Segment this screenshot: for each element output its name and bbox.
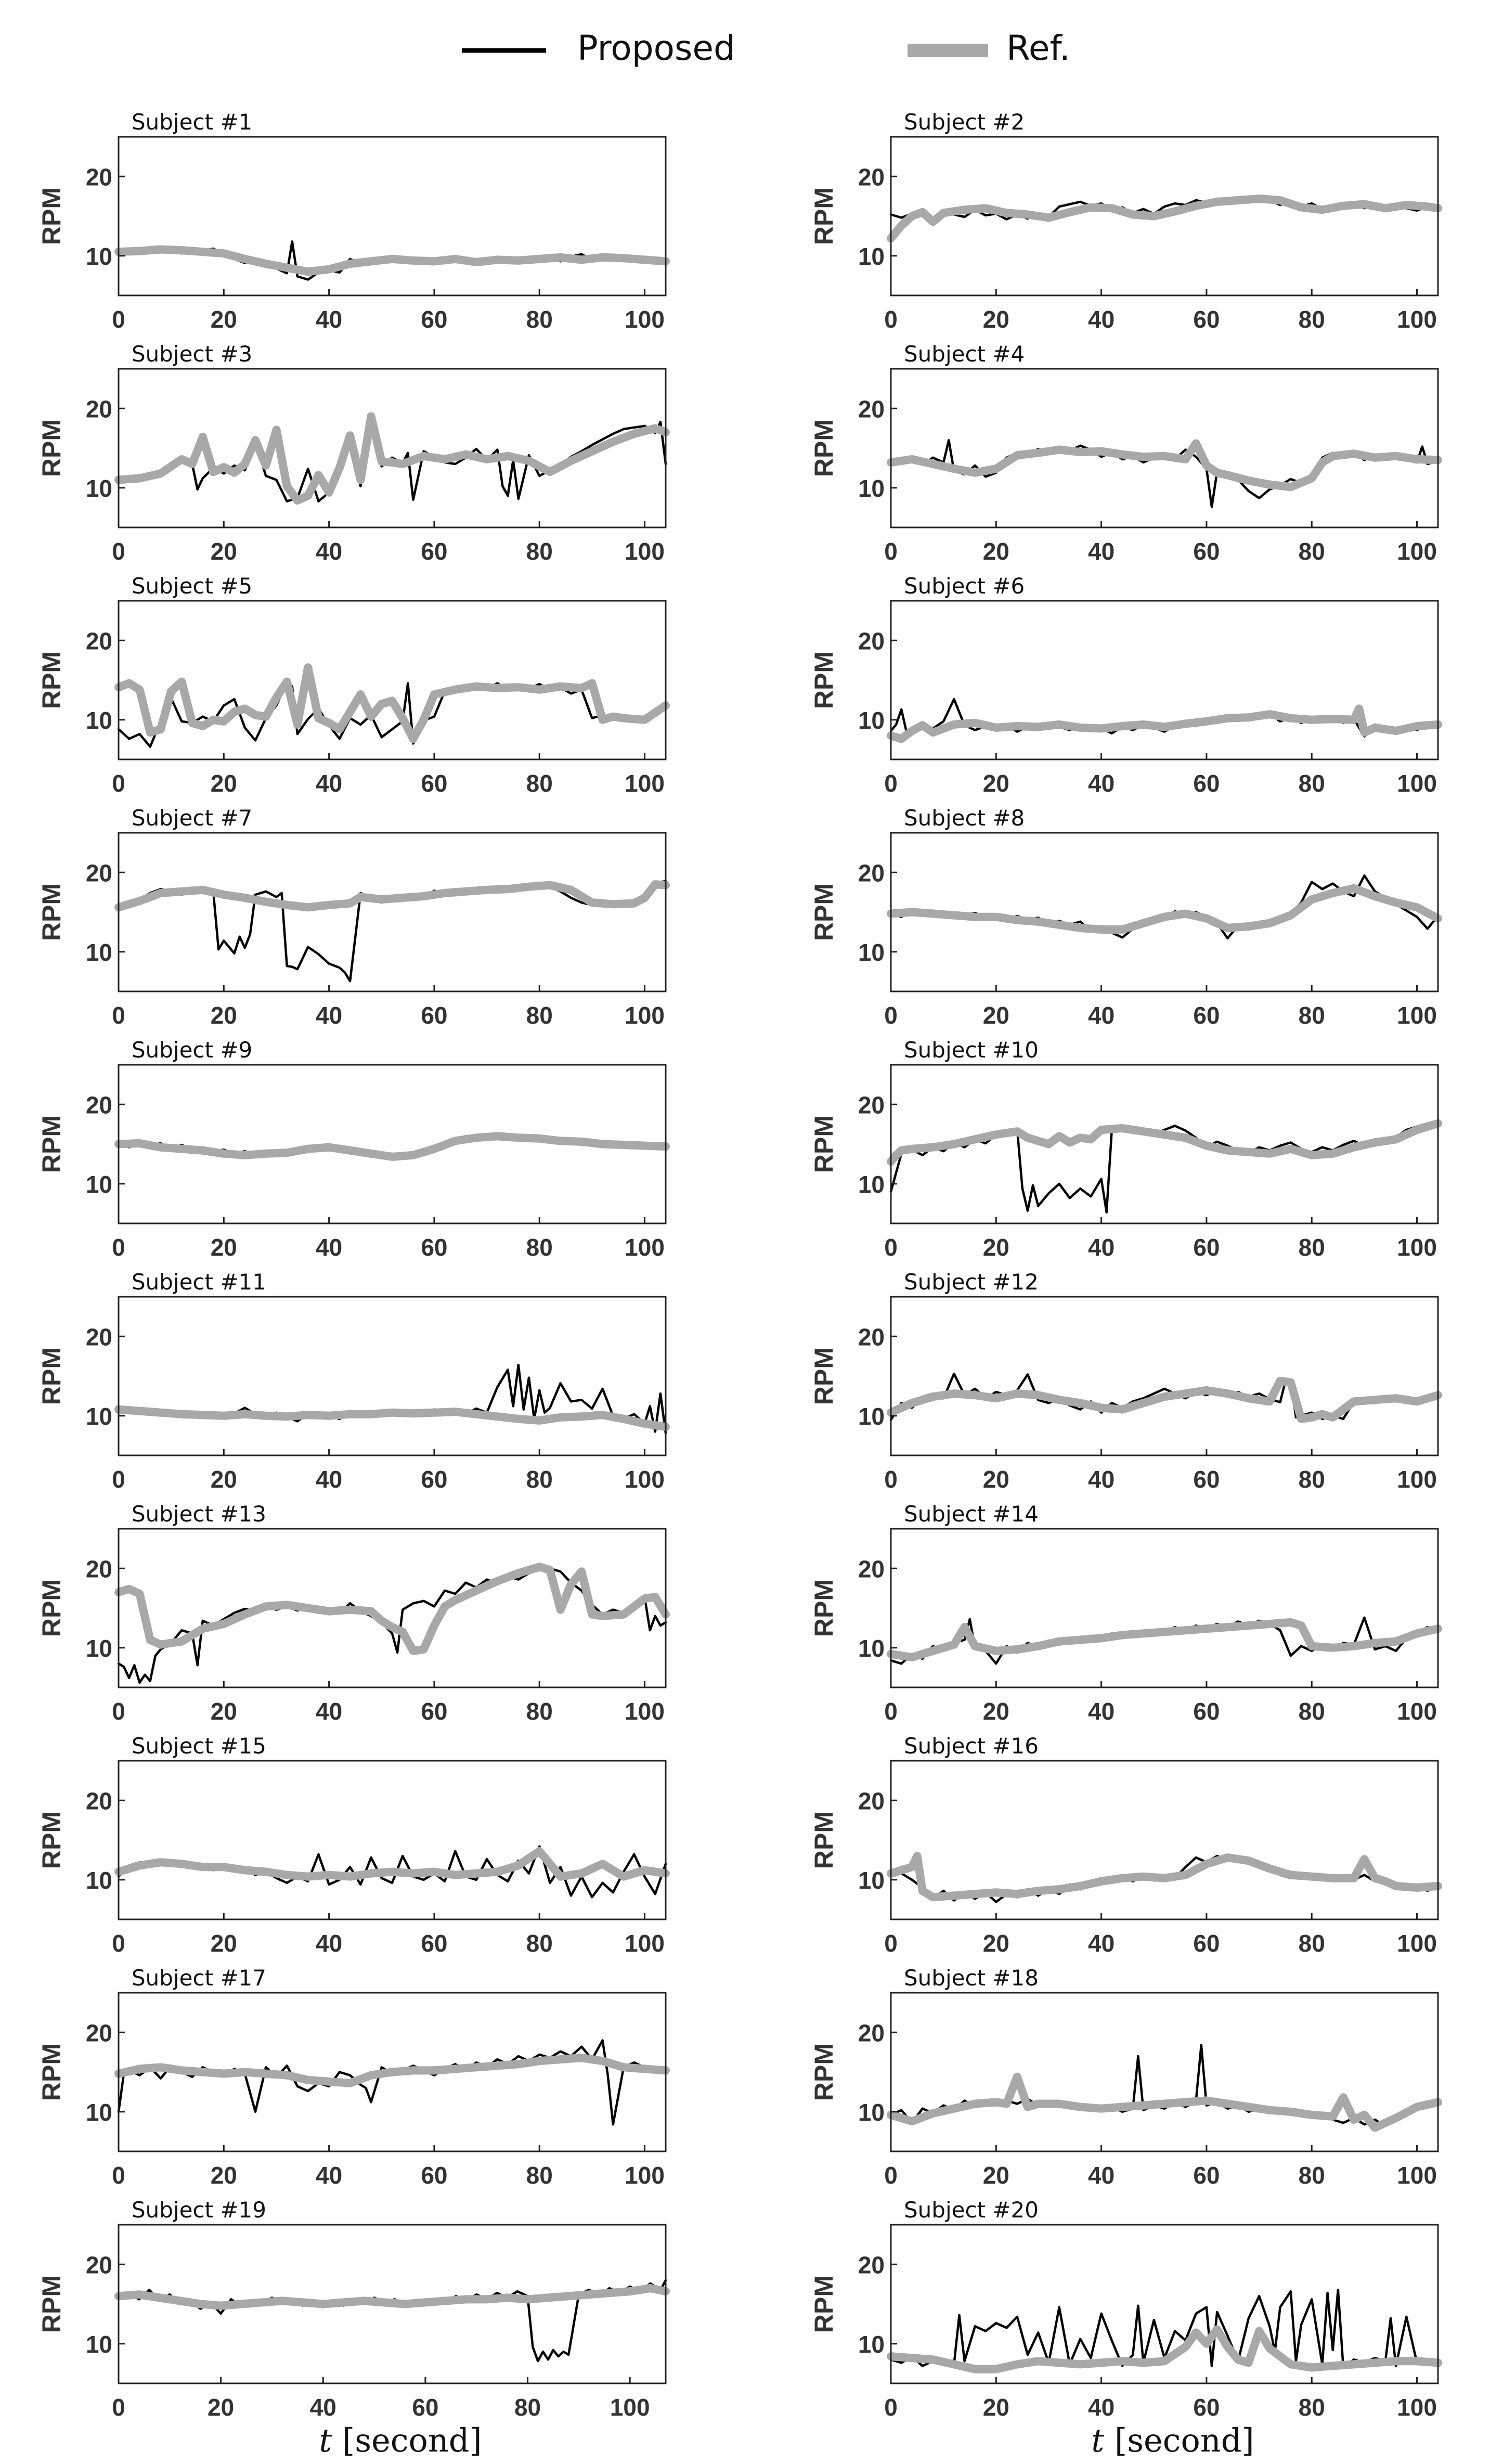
subplot-14: [809, 1501, 1438, 1725]
subplot-15-xtick-label-60: 60: [421, 1930, 448, 1957]
subplot-1-xtick-label-0: 0: [112, 306, 125, 333]
subplot-18-xtick-label-100: 100: [1397, 2162, 1437, 2189]
subplot-6-xtick-label-100: 100: [1397, 770, 1437, 797]
subplot-16-ylabel: RPM: [809, 1811, 838, 1869]
subplot-15-frame: [119, 1761, 666, 1919]
subplot-20-series-proposed: [891, 2290, 1438, 2367]
subplot-2-xtick-label-20: 20: [982, 306, 1009, 333]
subplot-14-ylabel: RPM: [809, 1579, 838, 1637]
subplot-12-series-ref: [891, 1381, 1438, 1419]
subplot-11-series-ref: [119, 1410, 666, 1427]
subplot-12-xtick-label-100: 100: [1397, 1466, 1437, 1493]
subplot-7-xtick-label-80: 80: [526, 1002, 553, 1029]
subplot-19-ytick-label-10: 10: [85, 2330, 112, 2358]
subplot-3-xtick-label-20: 20: [210, 538, 237, 565]
subplot-13-frame: [119, 1529, 666, 1687]
subplot-1: [37, 109, 666, 333]
subplot-11: [37, 1269, 666, 1493]
subplot-1-ylabel: RPM: [37, 187, 66, 246]
x-axis-label-left-unit: [second]: [332, 2421, 482, 2459]
subplot-16-ytick-label-20: 20: [858, 1787, 885, 1815]
subplot-6-ylabel: RPM: [809, 651, 838, 709]
subplot-13-xtick-label-40: 40: [316, 1698, 343, 1725]
subplot-15-xtick-label-0: 0: [112, 1930, 125, 1957]
subplot-19-title: Subject #19: [132, 2197, 266, 2223]
subplot-8-xtick-label-80: 80: [1298, 1002, 1325, 1029]
subplot-14-frame: [891, 1529, 1438, 1687]
subplot-18-title: Subject #18: [904, 1965, 1039, 1991]
subplot-18: [809, 1965, 1438, 2189]
subplot-6-xtick-label-0: 0: [884, 770, 898, 797]
subplot-7-ytick-label-10: 10: [85, 938, 112, 966]
subplot-2-ylabel: RPM: [809, 187, 838, 246]
subplot-1-ytick-label-20: 20: [85, 163, 112, 191]
subplot-6-title: Subject #6: [904, 573, 1025, 599]
subplot-2: [809, 109, 1438, 333]
subplot-5-title: Subject #5: [132, 573, 253, 599]
subplot-19-xtick-label-40: 40: [309, 2394, 336, 2421]
subplot-3-xtick-label-80: 80: [526, 538, 553, 565]
subplot-9: [37, 1037, 666, 1261]
subplot-17-xtick-label-100: 100: [625, 2162, 665, 2189]
subplot-14-xtick-label-0: 0: [884, 1698, 898, 1725]
subplot-7-ytick-label-20: 20: [85, 859, 112, 887]
subplot-1-ytick-label-10: 10: [85, 242, 112, 270]
subplot-16-xtick-label-80: 80: [1298, 1930, 1325, 1957]
subplot-5-ytick-label-10: 10: [85, 706, 112, 734]
subplot-10-xtick-label-100: 100: [1397, 1234, 1437, 1261]
subplot-1-xtick-label-80: 80: [526, 306, 553, 333]
subplot-7: [37, 805, 666, 1029]
subplot-2-xtick-label-100: 100: [1397, 306, 1437, 333]
subplot-10-xtick-label-40: 40: [1088, 1234, 1115, 1261]
subplot-3-ylabel: RPM: [37, 419, 66, 478]
subplot-20-xtick-label-0: 0: [884, 2394, 898, 2421]
subplot-13-xtick-label-60: 60: [421, 1698, 448, 1725]
subplot-12-xtick-label-40: 40: [1088, 1466, 1115, 1493]
subplot-17: [37, 1965, 666, 2189]
subplot-16-xtick-label-40: 40: [1088, 1930, 1115, 1957]
subplot-15-xtick-label-80: 80: [526, 1930, 553, 1957]
subplot-17-xtick-label-0: 0: [112, 2162, 125, 2189]
subplot-18-series-ref: [891, 2077, 1438, 2128]
subplot-5: [37, 573, 666, 797]
x-axis-label-right-unit: [second]: [1104, 2421, 1254, 2459]
subplot-13-ylabel: RPM: [37, 1579, 66, 1637]
subplot-8-ylabel: RPM: [809, 883, 838, 941]
subplot-9-title: Subject #9: [132, 1037, 253, 1063]
subplot-14-xtick-label-20: 20: [982, 1698, 1009, 1725]
legend-proposed-label: Proposed: [577, 28, 735, 68]
subplot-16-xtick-label-20: 20: [982, 1930, 1009, 1957]
subplot-16: [809, 1733, 1438, 1957]
subplot-9-ytick-label-10: 10: [85, 1170, 112, 1198]
subplot-10-title: Subject #10: [904, 1037, 1039, 1063]
subplot-4-xtick-label-0: 0: [884, 538, 898, 565]
subplot-18-xtick-label-20: 20: [982, 2162, 1009, 2189]
subplot-9-series-ref: [119, 1136, 666, 1157]
subplot-6-xtick-label-20: 20: [982, 770, 1009, 797]
subplot-20-xtick-label-40: 40: [1088, 2394, 1115, 2421]
subplot-16-xtick-label-60: 60: [1193, 1930, 1220, 1957]
subplot-10-ytick-label-20: 20: [858, 1091, 885, 1119]
subplot-13-xtick-label-0: 0: [112, 1698, 125, 1725]
subplot-3: [37, 341, 666, 565]
subplot-20-ylabel: RPM: [809, 2275, 838, 2333]
subplot-14-title: Subject #14: [904, 1501, 1039, 1527]
subplot-15-series-ref: [119, 1851, 666, 1877]
subplot-12: [809, 1269, 1438, 1493]
subplot-15: [37, 1733, 666, 1957]
x-axis-label-right: [1091, 2421, 1254, 2459]
subplot-17-xtick-label-80: 80: [526, 2162, 553, 2189]
subplot-1-frame: [119, 137, 666, 295]
subplot-16-ytick-label-10: 10: [858, 1866, 885, 1894]
subplot-2-series-ref: [891, 199, 1438, 238]
subplot-1-series-ref: [119, 250, 666, 272]
subplot-3-xtick-label-100: 100: [625, 538, 665, 565]
subplot-7-xtick-label-40: 40: [316, 1002, 343, 1029]
subplot-1-xtick-label-20: 20: [210, 306, 237, 333]
subplot-8-frame: [891, 833, 1438, 991]
subplot-9-xtick-label-0: 0: [112, 1234, 125, 1261]
subplot-8-ytick-label-20: 20: [858, 859, 885, 887]
subplot-grid: [37, 109, 1438, 2421]
subplot-8-xtick-label-0: 0: [884, 1002, 898, 1029]
subplot-4: [809, 341, 1438, 565]
subplot-15-xtick-label-100: 100: [625, 1930, 665, 1957]
subplot-8-xtick-label-40: 40: [1088, 1002, 1115, 1029]
subplot-5-ytick-label-20: 20: [85, 627, 112, 655]
subplot-19-ylabel: RPM: [37, 2275, 66, 2333]
subplot-14-xtick-label-60: 60: [1193, 1698, 1220, 1725]
subplot-12-frame: [891, 1297, 1438, 1455]
subplot-16-xtick-label-100: 100: [1397, 1930, 1437, 1957]
subplot-20-xtick-label-20: 20: [982, 2394, 1009, 2421]
subplot-17-series-ref: [119, 2058, 666, 2083]
subplot-19-series-ref: [119, 2288, 666, 2306]
subplot-11-xtick-label-0: 0: [112, 1466, 125, 1493]
subplot-17-title: Subject #17: [132, 1965, 266, 1991]
subplot-18-ytick-label-20: 20: [858, 2019, 885, 2047]
subplot-5-xtick-label-80: 80: [526, 770, 553, 797]
subplot-4-ylabel: RPM: [809, 419, 838, 478]
subplot-11-series-proposed: [119, 1365, 666, 1433]
subplot-15-title: Subject #15: [132, 1733, 266, 1759]
subplot-7-xtick-label-60: 60: [421, 1002, 448, 1029]
subplot-10-xtick-label-20: 20: [982, 1234, 1009, 1261]
subplot-9-xtick-label-60: 60: [421, 1234, 448, 1261]
x-axis-label-right-symbol: t: [1091, 2421, 1105, 2459]
subplot-3-ytick-label-10: 10: [85, 474, 112, 502]
subplot-8-ytick-label-10: 10: [858, 938, 885, 966]
subplot-4-xtick-label-20: 20: [982, 538, 1009, 565]
subplot-4-ytick-label-20: 20: [858, 395, 885, 423]
subplot-13-xtick-label-80: 80: [526, 1698, 553, 1725]
subplot-13-ytick-label-10: 10: [85, 1634, 112, 1662]
subplot-10-xtick-label-60: 60: [1193, 1234, 1220, 1261]
subplot-4-xtick-label-100: 100: [1397, 538, 1437, 565]
subplot-16-series-ref: [891, 1856, 1438, 1897]
subplot-12-ytick-label-20: 20: [858, 1323, 885, 1351]
subplot-18-xtick-label-0: 0: [884, 2162, 898, 2189]
subplot-8: [809, 805, 1438, 1029]
subplot-5-xtick-label-40: 40: [316, 770, 343, 797]
subplot-19-xtick-label-60: 60: [412, 2394, 439, 2421]
subplot-12-xtick-label-0: 0: [884, 1466, 898, 1493]
subplot-10-xtick-label-80: 80: [1298, 1234, 1325, 1261]
subplot-6: [809, 573, 1438, 797]
subplot-14-xtick-label-40: 40: [1088, 1698, 1115, 1725]
subplot-19-xtick-label-20: 20: [208, 2394, 235, 2421]
subplot-16-title: Subject #16: [904, 1733, 1039, 1759]
subplot-6-xtick-label-60: 60: [1193, 770, 1220, 797]
subplot-11-ytick-label-20: 20: [85, 1323, 112, 1351]
subplot-20-title: Subject #20: [904, 2197, 1039, 2223]
subplot-13: [37, 1501, 666, 1725]
subplot-17-ylabel: RPM: [37, 2043, 66, 2101]
legend-ref-label: Ref.: [1006, 28, 1070, 68]
subplot-15-ylabel: RPM: [37, 1811, 66, 1869]
subplot-9-ylabel: RPM: [37, 1115, 66, 1173]
subplot-9-xtick-label-20: 20: [210, 1234, 237, 1261]
subplot-14-ytick-label-20: 20: [858, 1555, 885, 1583]
subplot-7-title: Subject #7: [132, 805, 253, 831]
subplot-8-xtick-label-60: 60: [1193, 1002, 1220, 1029]
subplot-19: [37, 2197, 666, 2421]
subplot-14-xtick-label-100: 100: [1397, 1698, 1437, 1725]
subplot-4-ytick-label-10: 10: [858, 474, 885, 502]
subplot-1-xtick-label-100: 100: [625, 306, 665, 333]
subplot-2-xtick-label-0: 0: [884, 306, 898, 333]
subplot-11-xtick-label-60: 60: [421, 1466, 448, 1493]
subplot-2-xtick-label-40: 40: [1088, 306, 1115, 333]
subplot-3-ytick-label-20: 20: [85, 395, 112, 423]
subplot-8-xtick-label-100: 100: [1397, 1002, 1437, 1029]
subplot-17-ytick-label-20: 20: [85, 2019, 112, 2047]
subplot-4-xtick-label-80: 80: [1298, 538, 1325, 565]
subplot-3-xtick-label-0: 0: [112, 538, 125, 565]
subplot-17-xtick-label-40: 40: [316, 2162, 343, 2189]
subplot-9-xtick-label-40: 40: [316, 1234, 343, 1261]
subplot-4-frame: [891, 369, 1438, 527]
subplot-18-ytick-label-10: 10: [858, 2098, 885, 2126]
subplot-5-xtick-label-60: 60: [421, 770, 448, 797]
subplot-12-xtick-label-60: 60: [1193, 1466, 1220, 1493]
subplot-4-title: Subject #4: [904, 341, 1025, 367]
subplot-11-title: Subject #11: [132, 1269, 266, 1295]
subplot-7-ylabel: RPM: [37, 883, 66, 941]
subplot-13-xtick-label-20: 20: [210, 1698, 237, 1725]
subplot-7-frame: [119, 833, 666, 991]
subplot-19-xtick-label-0: 0: [112, 2394, 125, 2421]
subplot-18-ylabel: RPM: [809, 2043, 838, 2101]
subplot-18-series-proposed: [891, 2045, 1438, 2126]
subplot-12-xtick-label-20: 20: [982, 1466, 1009, 1493]
subplot-2-xtick-label-60: 60: [1193, 306, 1220, 333]
subplot-14-ytick-label-10: 10: [858, 1634, 885, 1662]
subplot-5-xtick-label-100: 100: [625, 770, 665, 797]
subplot-2-title: Subject #2: [904, 109, 1025, 135]
subplot-14-xtick-label-80: 80: [1298, 1698, 1325, 1725]
subplot-11-xtick-label-20: 20: [210, 1466, 237, 1493]
subplot-11-frame: [119, 1297, 666, 1455]
subplot-13-title: Subject #13: [132, 1501, 266, 1527]
subplot-18-xtick-label-60: 60: [1193, 2162, 1220, 2189]
subplot-12-xtick-label-80: 80: [1298, 1466, 1325, 1493]
subplot-5-frame: [119, 601, 666, 759]
subplot-2-ytick-label-10: 10: [858, 242, 885, 270]
x-axis-label-left: [319, 2421, 482, 2459]
subplot-1-xtick-label-60: 60: [421, 306, 448, 333]
subplot-6-xtick-label-80: 80: [1298, 770, 1325, 797]
subplot-5-ylabel: RPM: [37, 651, 66, 709]
subplot-1-xtick-label-40: 40: [316, 306, 343, 333]
subplot-3-series-ref: [119, 417, 666, 501]
subplot-3-title: Subject #3: [132, 341, 253, 367]
subplot-15-xtick-label-20: 20: [210, 1930, 237, 1957]
subplot-19-xtick-label-80: 80: [514, 2394, 541, 2421]
subplot-9-xtick-label-100: 100: [625, 1234, 665, 1261]
subplot-9-xtick-label-80: 80: [526, 1234, 553, 1261]
subplot-1-title: Subject #1: [132, 109, 253, 135]
subplot-11-xtick-label-100: 100: [625, 1466, 665, 1493]
subplot-10-ytick-label-10: 10: [858, 1170, 885, 1198]
subplot-12-ytick-label-10: 10: [858, 1402, 885, 1430]
subplot-6-xtick-label-40: 40: [1088, 770, 1115, 797]
subplot-18-xtick-label-80: 80: [1298, 2162, 1325, 2189]
subplot-7-xtick-label-100: 100: [625, 1002, 665, 1029]
subplot-9-ytick-label-20: 20: [85, 1091, 112, 1119]
subplot-13-ytick-label-20: 20: [85, 1555, 112, 1583]
subplot-4-xtick-label-40: 40: [1088, 538, 1115, 565]
legend: [462, 28, 1070, 68]
subplot-10: [809, 1037, 1438, 1261]
subplot-20-xtick-label-60: 60: [1193, 2394, 1220, 2421]
subplot-17-series-proposed: [119, 2041, 666, 2125]
subplot-18-xtick-label-40: 40: [1088, 2162, 1115, 2189]
subplot-6-ytick-label-10: 10: [858, 706, 885, 734]
subplot-17-xtick-label-60: 60: [421, 2162, 448, 2189]
subplot-3-xtick-label-60: 60: [421, 538, 448, 565]
subplot-16-xtick-label-0: 0: [884, 1930, 898, 1957]
subplot-19-xtick-label-100: 100: [610, 2394, 650, 2421]
subplot-13-xtick-label-100: 100: [625, 1698, 665, 1725]
subplot-11-xtick-label-40: 40: [316, 1466, 343, 1493]
subplot-20-ytick-label-10: 10: [858, 2330, 885, 2358]
subplot-2-ytick-label-20: 20: [858, 163, 885, 191]
subplot-7-xtick-label-0: 0: [112, 1002, 125, 1029]
subplot-5-xtick-label-0: 0: [112, 770, 125, 797]
subplot-8-xtick-label-20: 20: [982, 1002, 1009, 1029]
subplot-11-ytick-label-10: 10: [85, 1402, 112, 1430]
subplot-15-ytick-label-10: 10: [85, 1866, 112, 1894]
subplot-18-frame: [891, 1993, 1438, 2151]
subplot-20-xtick-label-80: 80: [1298, 2394, 1325, 2421]
subplot-11-ylabel: RPM: [37, 1347, 66, 1405]
subplot-2-xtick-label-80: 80: [1298, 306, 1325, 333]
subplot-8-title: Subject #8: [904, 805, 1025, 831]
subplot-10-ylabel: RPM: [809, 1115, 838, 1173]
subplot-19-ytick-label-20: 20: [85, 2251, 112, 2279]
subplot-20-xtick-label-100: 100: [1397, 2394, 1437, 2421]
subplot-15-ytick-label-20: 20: [85, 1787, 112, 1815]
subplot-11-xtick-label-80: 80: [526, 1466, 553, 1493]
subplot-20-ytick-label-20: 20: [858, 2251, 885, 2279]
subplot-4-series-ref: [891, 443, 1438, 487]
subplot-4-xtick-label-60: 60: [1193, 538, 1220, 565]
subplot-7-xtick-label-20: 20: [210, 1002, 237, 1029]
subplot-6-ytick-label-20: 20: [858, 627, 885, 655]
subplot-17-xtick-label-20: 20: [210, 2162, 237, 2189]
subplot-6-frame: [891, 601, 1438, 759]
subplot-12-ylabel: RPM: [809, 1347, 838, 1405]
x-axis-label-left-symbol: t: [319, 2421, 332, 2459]
subplot-5-xtick-label-20: 20: [210, 770, 237, 797]
subplot-17-ytick-label-10: 10: [85, 2098, 112, 2126]
subplot-20: [809, 2197, 1438, 2421]
subplot-12-title: Subject #12: [904, 1269, 1039, 1295]
subplot-15-xtick-label-40: 40: [316, 1930, 343, 1957]
subplot-3-xtick-label-40: 40: [316, 538, 343, 565]
subplot-10-xtick-label-0: 0: [884, 1234, 898, 1261]
